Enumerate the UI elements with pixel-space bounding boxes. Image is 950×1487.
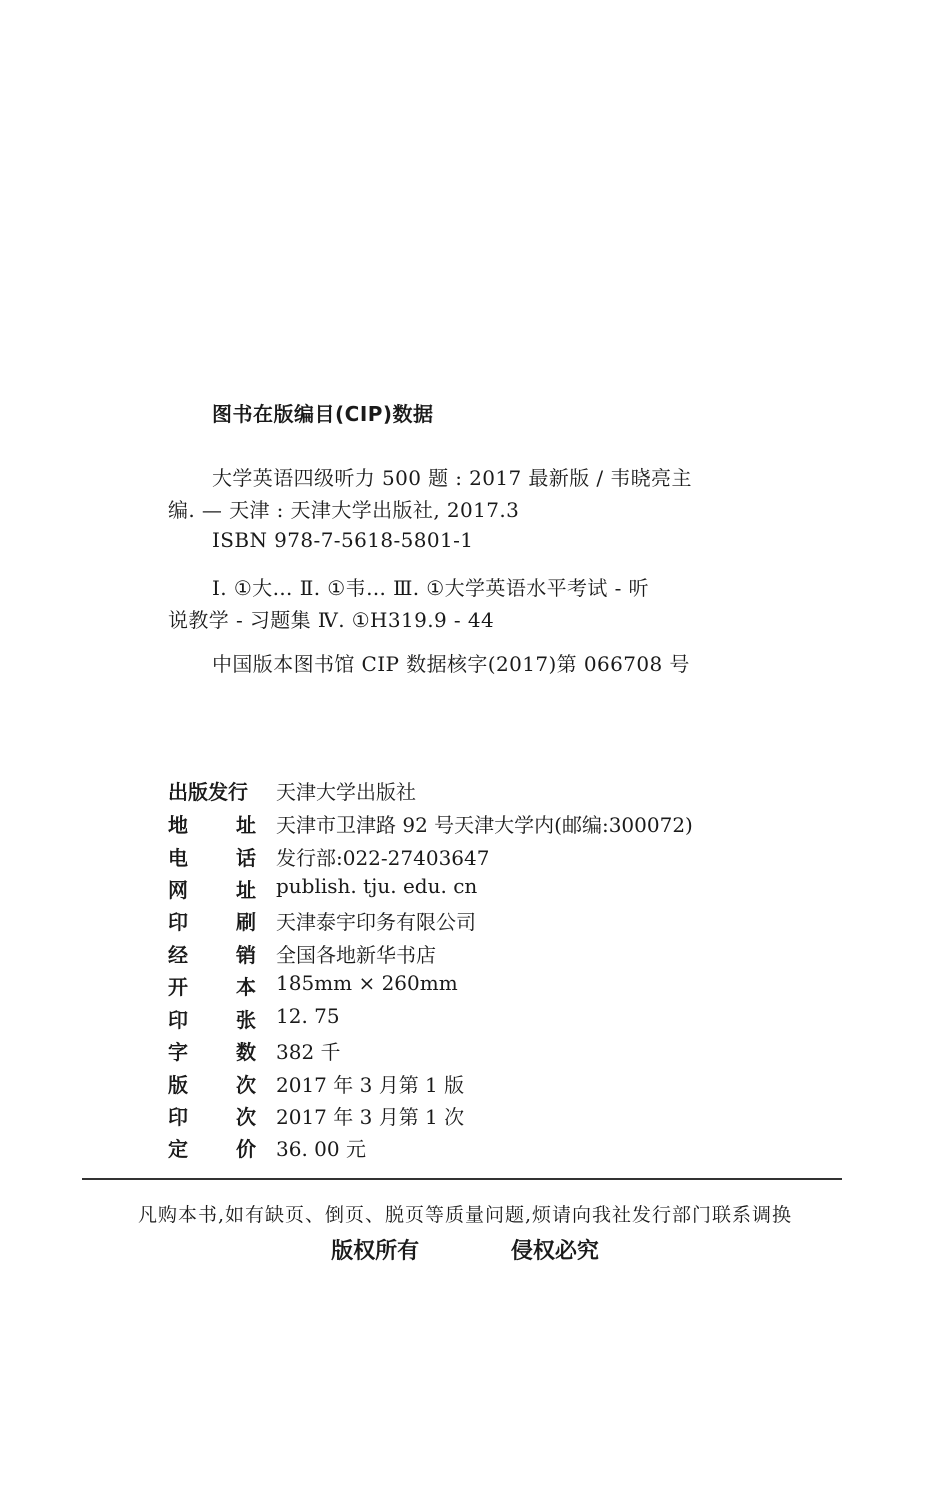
info-value: 2017 年 3 月第 1 版	[276, 1073, 465, 1097]
info-value: 发行部:022-27403647	[276, 846, 490, 870]
infringement-warning: 侵权必究	[510, 1239, 599, 1264]
info-value: 382 千	[276, 1040, 341, 1064]
info-label: 地 址	[168, 813, 256, 837]
copyright-reserved: 版权所有	[331, 1239, 420, 1264]
info-value: 天津市卫津路 92 号天津大学内(邮编:300072)	[276, 813, 693, 837]
info-label: 版 次	[168, 1073, 256, 1097]
info-value: 天津泰宇印务有限公司	[276, 910, 476, 934]
info-value: 12. 75	[276, 1004, 340, 1028]
cip-classification-line-1: Ⅰ. ①大… Ⅱ. ①韦… Ⅲ. ①大学英语水平考试 - 听	[212, 576, 649, 600]
info-value: 36. 00 元	[276, 1137, 366, 1161]
copyright-notice	[0, 1234, 930, 1265]
cip-title-line-1: 大学英语四级听力 500 题 : 2017 最新版 / 韦晓亮主	[212, 466, 692, 490]
info-label: 字 数	[168, 1040, 256, 1064]
info-value: 185mm × 260mm	[276, 971, 458, 995]
cip-title-line-2: 编. — 天津 : 天津大学出版社, 2017.3	[168, 498, 520, 522]
info-label: 定 价	[168, 1137, 256, 1161]
info-label: 印 张	[168, 1008, 256, 1032]
info-label: 印 刷	[168, 910, 256, 934]
info-label: 电 话	[168, 846, 256, 870]
info-value: 2017 年 3 月第 1 次	[276, 1105, 465, 1129]
cip-library-record: 中国版本图书馆 CIP 数据核字(2017)第 066708 号	[212, 652, 690, 676]
info-label: 网 址	[168, 878, 256, 902]
info-label: 印 次	[168, 1105, 256, 1129]
cip-isbn: ISBN 978-7-5618-5801-1	[212, 528, 474, 552]
info-value: 全国各地新华书店	[276, 943, 436, 967]
cip-heading: 图书在版编目(CIP)数据	[212, 402, 434, 426]
cip-classification-line-2: 说教学 - 习题集 Ⅳ. ①H319.9 - 44	[168, 608, 495, 632]
info-label: 经 销	[168, 943, 256, 967]
info-label: 开 本	[168, 975, 256, 999]
info-value: publish. tju. edu. cn	[276, 874, 478, 898]
divider-rule	[82, 1178, 842, 1180]
info-value: 天津大学出版社	[276, 780, 416, 804]
quality-notice: 凡购本书,如有缺页、倒页、脱页等质量问题,烦请向我社发行部门联系调换	[137, 1204, 793, 1226]
info-label: 出版发行	[168, 780, 248, 804]
